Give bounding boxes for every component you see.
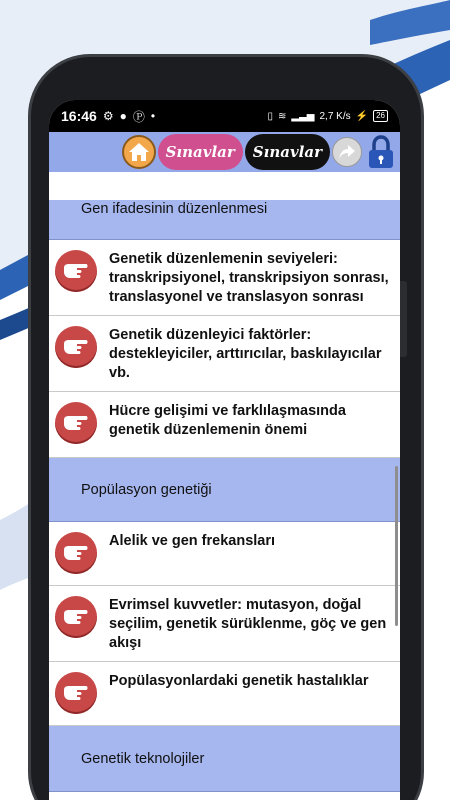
- lock-icon: [367, 135, 395, 169]
- parking-icon: Ⓟ: [132, 109, 145, 124]
- status-time: 16:46: [61, 108, 97, 124]
- status-bar: [49, 100, 400, 132]
- section-title: Gen ifadesinin düzenlenmesi: [81, 201, 268, 217]
- pointing-hand-icon: [55, 250, 97, 292]
- lock-button[interactable]: [364, 134, 398, 170]
- wifi-icon: ≋: [278, 110, 287, 122]
- item-text: Hücre gelişimi ve farklılaşmasında genetik düzenlemenin önemi: [109, 403, 346, 438]
- pointing-hand-icon: [55, 672, 97, 714]
- item-text: Evrimsel kuvvetler: mutasyon, doğal seçilim, genetik sürüklenme, göç ve gen akışı: [109, 597, 387, 651]
- home-button[interactable]: [122, 135, 156, 169]
- list-item[interactable]: [49, 392, 400, 458]
- exams-button-pink[interactable]: [158, 134, 243, 170]
- list-item[interactable]: [49, 522, 400, 586]
- status-right-icons: [268, 110, 388, 122]
- section-title: Popülasyon genetiği: [81, 481, 212, 498]
- item-text: Genetik düzenlemenin seviyeleri: transkripsiyonel, transkripsiyon sonrası, translasyonel ve translasyon sonrası: [109, 251, 389, 305]
- dot-icon: •: [150, 109, 156, 123]
- share-button[interactable]: [332, 137, 362, 167]
- app-screen: [49, 100, 400, 800]
- exams-black-label: Sınavlar: [252, 143, 322, 161]
- list-item[interactable]: [49, 662, 400, 726]
- section-header[interactable]: [49, 200, 400, 240]
- pointing-hand-icon: [55, 326, 97, 368]
- topic-list[interactable]: [49, 172, 400, 800]
- exams-button-black[interactable]: [245, 134, 330, 170]
- home-icon: [128, 142, 150, 162]
- item-text: Alelik ve gen frekansları: [109, 533, 276, 549]
- share-arrow-icon: [338, 144, 356, 160]
- battery-level: 26: [373, 110, 388, 122]
- scrollbar[interactable]: [395, 466, 398, 626]
- item-text: Genetik düzenleyici faktörler: destekleyiciler, arttırıcılar, baskılayıcılar vb.: [109, 327, 382, 381]
- list-item[interactable]: [49, 316, 400, 392]
- pointing-hand-icon: [55, 402, 97, 444]
- chat-bubble-icon: ●: [119, 109, 127, 123]
- list-top-spacer: [49, 172, 400, 200]
- section-header[interactable]: [49, 726, 400, 792]
- pointing-hand-icon: [55, 532, 97, 574]
- signal-icon: ▂▃▅: [291, 110, 315, 122]
- pointing-hand-icon: [55, 596, 97, 638]
- app-toolbar: [49, 132, 400, 172]
- exams-pink-label: Sınavlar: [165, 143, 235, 161]
- vibrate-icon: ▯: [267, 110, 274, 122]
- settings-gear-icon: ⚙: [102, 109, 114, 123]
- section-title: Genetik teknolojiler: [81, 750, 205, 767]
- list-item[interactable]: [49, 586, 400, 662]
- list-item[interactable]: [49, 240, 400, 316]
- section-header[interactable]: [49, 458, 400, 522]
- item-text: Popülasyonlardaki genetik hastalıklar: [109, 673, 369, 689]
- network-speed: 2,7 K/s: [319, 110, 351, 122]
- charging-icon: ⚡: [355, 110, 369, 122]
